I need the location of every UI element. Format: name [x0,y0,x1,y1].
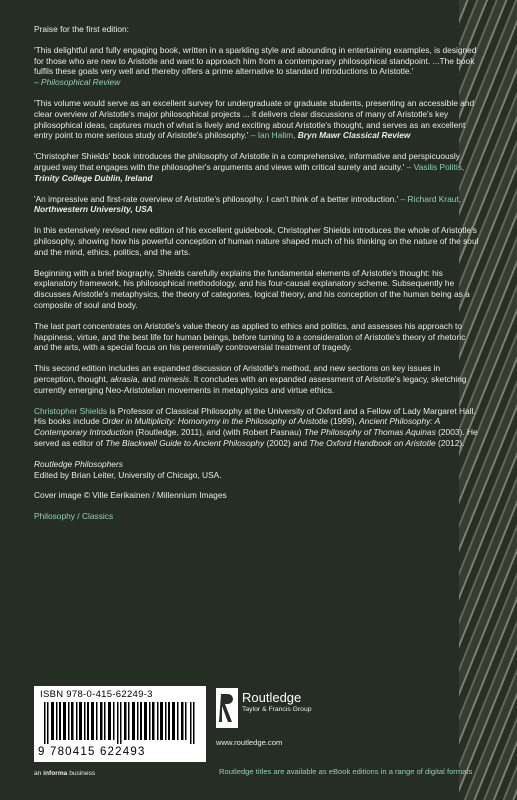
informa-brand: informa [43,770,68,777]
barcode-panel [34,686,206,762]
quote-3-affiliation: Trinity College Dublin, Ireland [34,172,153,183]
back-cover-text [34,24,479,532]
ebook-note: Routledge titles are available as eBook editions in a range of digital formats [219,767,473,776]
description-4-part-a: This second edition includes an expanded discussion of Aristotle's method, and new sections on key issues in perception, thought, [34,363,441,384]
barcode-icon [44,702,196,744]
quote-3-text: 'Christopher Shields' book introduces the philosophy of Aristotle in a comprehensive, informative and perspicuously argued way that engages with the philosopher's arguments and views with critical surety and acuity.' [34,151,460,172]
publisher-url[interactable]: www.routledge.com [216,738,283,747]
bio-text-6: (2012). [435,437,465,448]
book-title-1: Order in Multiplicity: Homonymy in the Philosophy of Aristotle [101,416,328,427]
informa-business [34,770,95,777]
informa-suffix: business [67,770,96,777]
quote-2-affiliation: Bryn Mawr Classical Review [297,130,411,141]
quote-4-author: – Richard Kraut, [400,193,462,204]
publisher-group: Taylor & Francis Group [242,706,312,713]
description-3: The last part concentrates on Aristotle's value theory as applied to ethics and politics, and assesses his approach to happiness, virtue, and the best life for human beings, before turning to a consideration of Aristotle's theory of rhetoric and the arts, with a special focus on his perennially controversial treatment of tragedy. [34,320,466,353]
bio-text-1: is Professor of Classical Philosophy at the University of Oxford and a Fellow of Lady Margaret Hall. His books include [34,405,476,427]
series-info [34,459,479,481]
quote-2-text: 'This volume would serve as an excellent survey for undergraduate or graduate students, presenting an accessible and clear overview of Aristotle's major philosophical projects ... it delivers clear discussions of many of Aristotle's key philosophical ideas, captures much of what is lively and exciting about Aristotle's thought, and serves as an excellent entry point to more serious study of Aristotle's philosophy.' [34,97,475,141]
quote-1-source: – Philosophical Review [34,77,121,88]
series-editor: Edited by Brian Leiter, University of Chicago, USA. [34,469,222,480]
bio-text-4: (2003). He served as editor of [34,427,478,448]
description-4-and: , and [137,373,157,384]
bio-text-5: (2002) and [264,437,310,448]
book-title-4: The Blackwell Guide to Ancient Philosophy [105,437,265,448]
quote-2 [34,98,479,141]
description-4 [34,363,479,395]
quote-1 [34,45,479,88]
term-akrasia: akrasia [110,373,138,384]
routledge-logo-icon [216,688,238,728]
isbn-label: ISBN 978-0-415-62249-3 [40,689,153,700]
quote-4-text: 'An impressive and first-rate overview of Aristotle's philosophy. I can't think of a better introduction.' [34,193,399,204]
quote-1-text: 'This delightful and fully engaging book, written in a sparkling style and abounding in entertaining examples, is designed for those who are new to Aristotle and want to approach him from a contemporary philosophical standpoint. ...The book fulfils these goals very well and thereby offers a prime alternative to standard introductions to Aristotle.' [34,44,477,77]
informa-prefix: an [34,770,44,777]
quote-4-affiliation: Northwestern University, USA [34,204,153,215]
book-title-3: The Philosophy of Thomas Aquinas [303,427,436,438]
quote-2-author: – Ian Halim, [250,130,296,141]
subject-categories: Philosophy / Classics [34,511,114,522]
description-4-part-b: . It concludes with an expanded assessment of Aristotle's legacy, sketching currently emerging Neo-Aristotelian movements in metaphysics and virtue ethics. [34,373,467,395]
description-1: In this extensively revised new edition of his excellent guidebook, Christopher Shields introduces the whole of Aristotle's philosophy, showing how his powerful conception of human nature shaped much of his thinking on the nature of the soul and the mind, ethics, politics, and the arts. [34,225,479,257]
quote-3 [34,151,479,183]
barcode-number: 9 780415 622493 [38,746,146,758]
author-name: Christopher Shields [34,405,108,416]
term-mimesis: mimesis [158,373,190,384]
cover-image-credit: Cover image © Ville Eerikainen / Millennium Images [34,490,227,501]
quote-4 [34,194,479,216]
book-title-2: Ancient Philosophy: A Contemporary Introduction [34,416,440,438]
publisher-name: Routledge [242,690,302,705]
quote-3-author: – Vasilis Politis, [406,161,465,172]
praise-heading: Praise for the first edition: [34,24,129,34]
bio-text-2: (1999), [327,416,360,427]
book-title-5: The Oxford Handbook on Aristotle [309,437,436,448]
bio-text-3: (Routledge, 2011), and (with Robert Pasnau) [133,427,304,438]
series-name: Routledge Philosophers [34,458,123,469]
description-2: Beginning with a brief biography, Shields carefully explains the fundamental elements of Aristotle's thought: his explanatory framework, his philosophical methodology, and his four-causal explanatory scheme. Subsequently he discusses Aristotle's metaphysics, the theory of categories, logical theory, and his conception of the human being as a composite of soul and body. [34,267,470,310]
author-bio [34,406,479,449]
